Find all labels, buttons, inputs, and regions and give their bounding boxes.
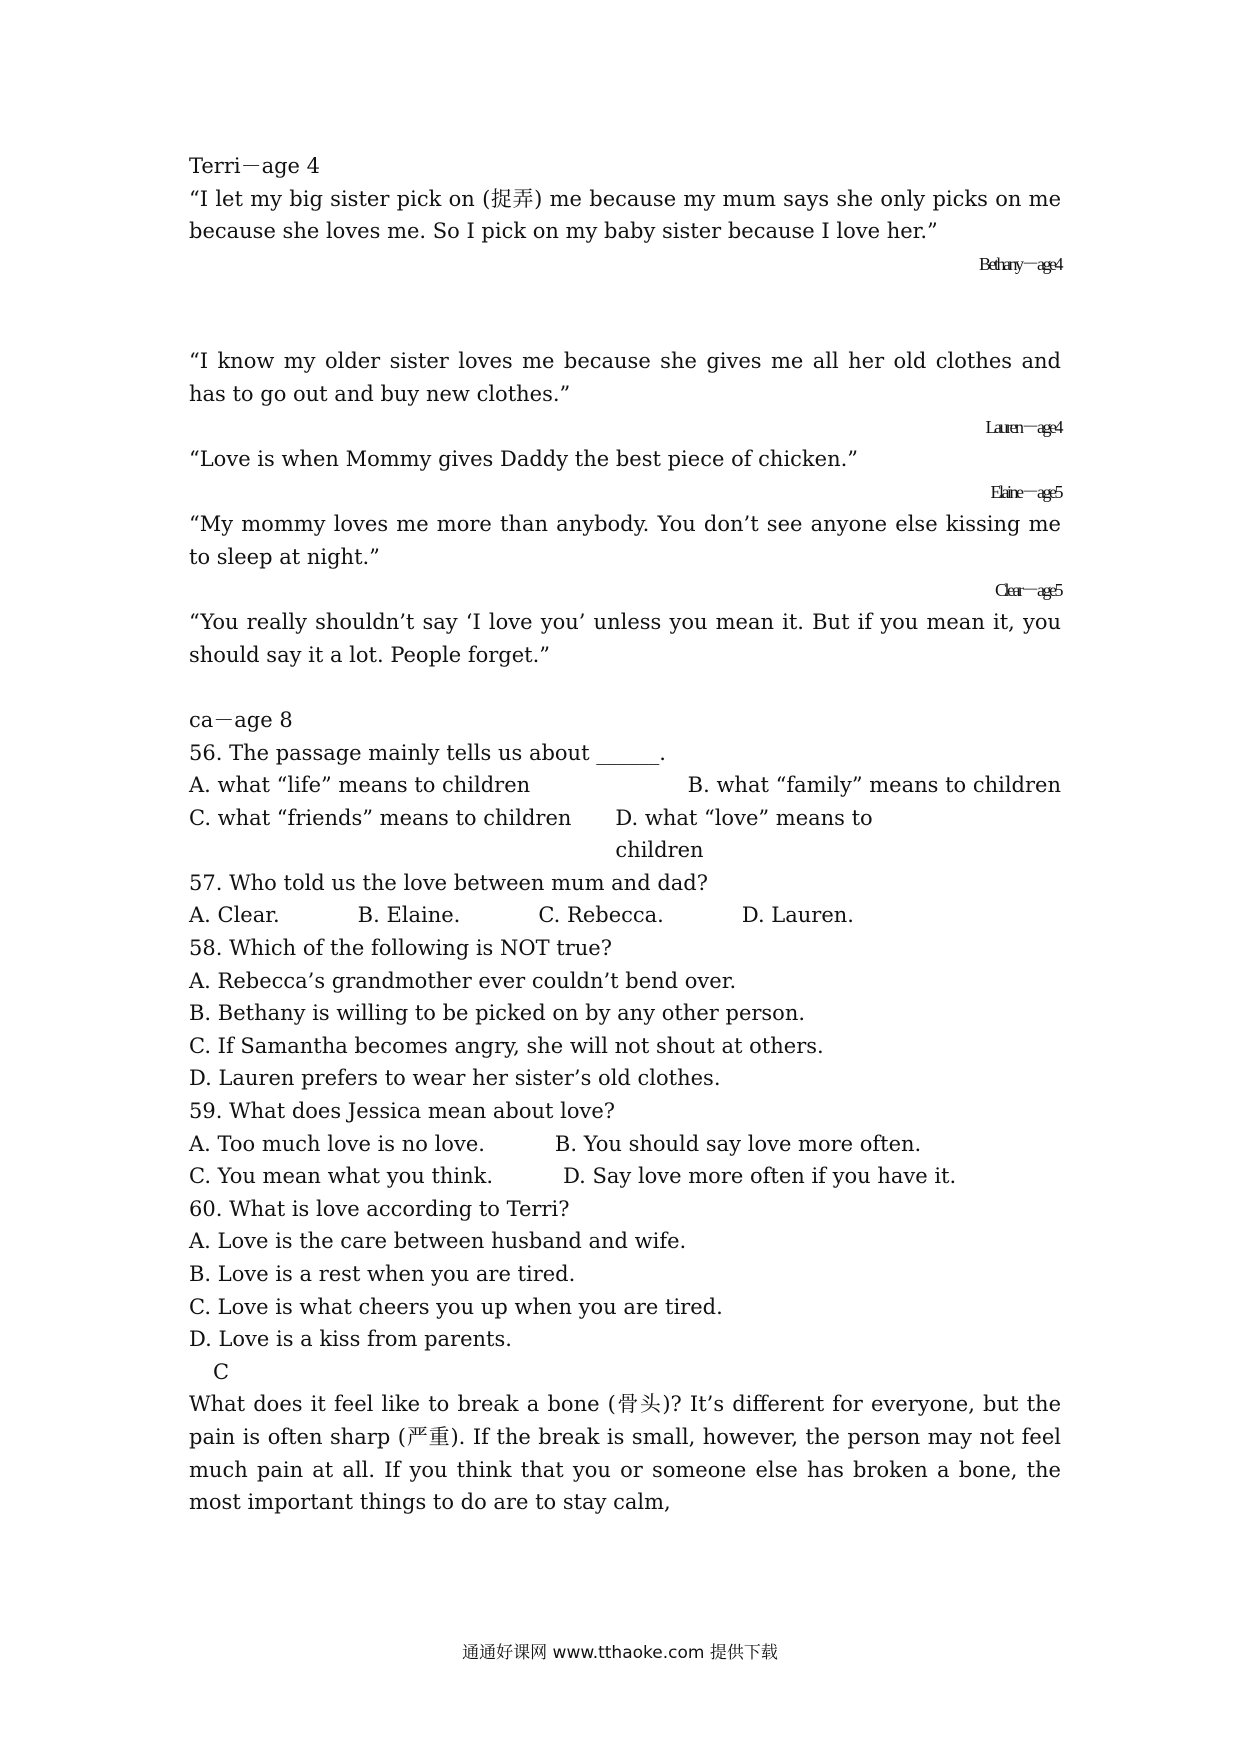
question-57-options (189, 899, 1061, 932)
spacer (189, 280, 1061, 345)
question-56-option-d: D. what “love” means to children (615, 805, 873, 863)
quote-bethany: “I know my older sister loves me because she gives me all her old clothes and has to go out and buy new clothes.” (189, 349, 1061, 406)
page-footer: 通通好课网 www.tthaoke.com 提供下载 (462, 1643, 778, 1663)
question-60-stem: 60. What is love according to Terri? (189, 1196, 570, 1221)
question-59-stem: 59. What does Jessica mean about love? (189, 1099, 616, 1124)
quote-terri: “I let my big sister pick on (捉弄) me because my mum says she only picks on me because she loves me. So I pick on my baby sister because I love her.” (189, 186, 1061, 244)
question-59-option-c: C. You mean what you think. (189, 1164, 494, 1189)
spacer (189, 671, 1061, 704)
question-58-stem: 58. Which of the following is NOT true? (189, 936, 612, 961)
signature-lauren: Lauren－age4 (985, 416, 1061, 437)
question-56-option-c: C. what “friends” means to children (189, 805, 572, 830)
question-57-option-b: B. Elaine. (357, 903, 461, 928)
question-57-option-c: C. Rebecca. (538, 903, 664, 928)
question-60-option-a: A. Love is the care between husband and wife. (189, 1229, 687, 1254)
section-c-letter: C (213, 1359, 230, 1384)
question-59-options-row1 (189, 1128, 1061, 1161)
question-57-option-a: A. Clear. (189, 903, 280, 928)
signature-clear: Clear－age5 (995, 579, 1061, 600)
question-56-option-a: A. what “life” means to children (189, 773, 531, 798)
question-59-option-a: A. Too much love is no love. (189, 1131, 485, 1156)
question-60-option-d: D. Love is a kiss from parents. (189, 1327, 512, 1352)
question-56-options-row2 (189, 802, 1061, 867)
question-57-stem: 57. Who told us the love between mum and dad? (189, 870, 708, 895)
question-59-options-row2 (189, 1160, 1061, 1193)
signature-elaine: Elaine－age5 (990, 481, 1061, 502)
signature-bethany: Bethany－age4 (979, 253, 1061, 274)
question-56-options-row1 (189, 769, 1061, 802)
question-58-option-c: C. If Samantha becomes angry, she will not shout at others. (189, 1033, 824, 1058)
question-58-option-d: D. Lauren prefers to wear her sister’s old clothes. (189, 1066, 721, 1091)
quote-clear: “You really shouldn’t say ‘I love you’ unless you mean it. But if you mean it, you should say it a lot. People forget.” (189, 610, 1061, 667)
question-59-option-b: B. You should say love more often. (554, 1131, 922, 1156)
question-59-option-d: D. Say love more often if you have it. (563, 1164, 957, 1189)
question-60-option-c: C. Love is what cheers you up when you are tired. (189, 1294, 723, 1319)
question-58-option-a: A. Rebecca’s grandmother ever couldn’t bend over. (189, 968, 737, 993)
passage-header-terri: Terri－age 4 (189, 154, 321, 178)
question-56-stem: 56. The passage mainly tells us about ______. (189, 740, 666, 765)
quote-elaine: “My mommy loves me more than anybody. You don’t see anyone else kissing me to sleep at night.” (189, 512, 1061, 569)
document-page (189, 150, 1061, 1519)
question-57-option-d: D. Lauren. (741, 903, 854, 928)
quote-lauren: “Love is when Mommy gives Daddy the best piece of chicken.” (189, 447, 859, 472)
question-60-option-b: B. Love is a rest when you are tired. (189, 1262, 576, 1286)
section-c-text: What does it feel like to break a bone (骨头)? It’s different for everyone, but the pain is often sharp (严重). If the break is small, however, the person may not feel much pain at all. If you think that you or someone else has broken a bone, the most important things to do are to stay calm, (189, 1392, 1061, 1515)
question-56-option-b: B. what “family” means to children (687, 773, 1061, 798)
passage-header-ca: ca－age 8 (189, 707, 293, 732)
question-58-option-b: B. Bethany is willing to be picked on by any other person. (189, 1001, 806, 1026)
